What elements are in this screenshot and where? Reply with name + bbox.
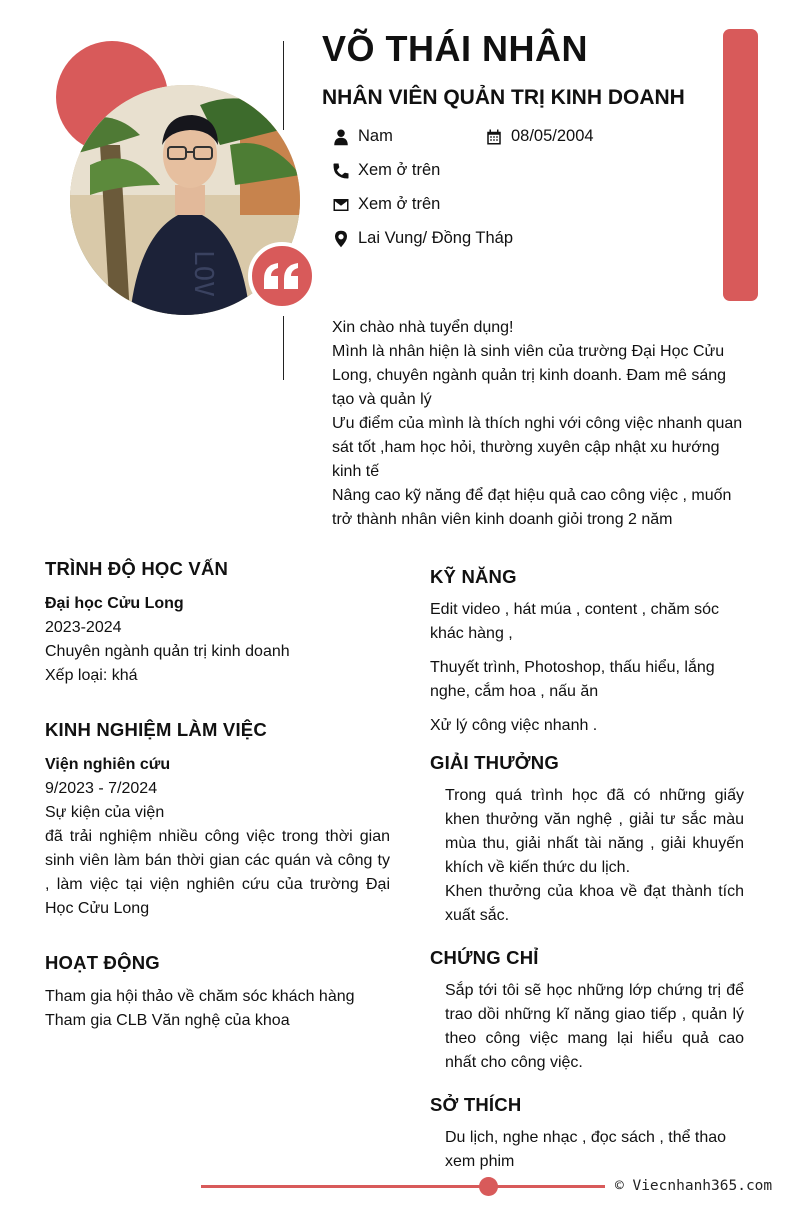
divider-line-bottom bbox=[283, 316, 284, 380]
hobbies-heading: SỞ THÍCH bbox=[430, 1094, 522, 1115]
education-school: Đại học Cửu Long bbox=[45, 595, 184, 612]
address-info bbox=[332, 229, 513, 248]
phone-icon bbox=[332, 162, 350, 180]
gender-value: Nam bbox=[358, 127, 393, 145]
quote-icon bbox=[262, 261, 302, 291]
footer-copyright: © Viecnhanh365.com bbox=[615, 1178, 773, 1194]
candidate-name: VÕ THÁI NHÂN bbox=[322, 28, 588, 69]
envelope-icon bbox=[332, 196, 350, 214]
education-grade: Xếp loại: khá bbox=[45, 667, 138, 684]
activities-heading: HOẠT ĐỘNG bbox=[45, 952, 160, 973]
experience-section bbox=[45, 719, 390, 921]
email-info bbox=[332, 195, 440, 214]
skills-heading: KỸ NĂNG bbox=[430, 566, 517, 587]
gender-info bbox=[332, 127, 393, 146]
skills-section bbox=[430, 566, 744, 738]
phone-info bbox=[332, 161, 440, 180]
skill-item: Xử lý công việc nhanh . bbox=[430, 717, 598, 734]
activity-item: Tham gia hội thảo về chăm sóc khách hàng bbox=[45, 988, 355, 1005]
summary-block bbox=[332, 316, 752, 532]
experience-period: 9/2023 - 7/2024 bbox=[45, 780, 158, 797]
experience-org: Viện nghiên cứu bbox=[45, 756, 171, 773]
skill-item: Thuyết trình, Photoshop, thấu hiểu, lắng nghe, cắm hoa , nấu ăn bbox=[430, 659, 715, 700]
activities-section bbox=[45, 952, 390, 1033]
summary-line: Xin chào nhà tuyển dụng! bbox=[332, 319, 514, 336]
footer-line bbox=[201, 1185, 605, 1188]
dob-info bbox=[485, 127, 594, 146]
certificates-heading: CHỨNG CHỈ bbox=[430, 947, 539, 968]
quote-badge bbox=[248, 242, 316, 310]
hobbies-text: Du lịch, nghe nhạc , đọc sách , thể thao xem phim bbox=[445, 1129, 727, 1170]
calendar-icon bbox=[485, 128, 503, 146]
accent-bar bbox=[723, 29, 758, 301]
education-section bbox=[45, 558, 390, 688]
shirt-text: LOV bbox=[188, 250, 218, 297]
certificates-text: Sắp tới tôi sẽ học những lớp chứng trị để trao dồi những kĩ năng giao tiếp , quản lý theo công việc mang lại hiểu quả cao nhất cho công việc. bbox=[445, 982, 744, 1071]
address-value: Lai Vung/ Đồng Tháp bbox=[358, 229, 514, 247]
award-item: Khen thưởng của khoa về đạt thành tích xuất sắc. bbox=[445, 883, 744, 924]
awards-section bbox=[430, 752, 744, 928]
education-period: 2023-2024 bbox=[45, 619, 122, 636]
experience-heading: KINH NGHIỆM LÀM VIỆC bbox=[45, 719, 267, 740]
experience-role: Sự kiện của viện bbox=[45, 804, 165, 821]
award-item: Trong quá trình học đã có những giấy khen thưởng văn nghệ , giải tư sắc màu mùa thu, giải nhất tài năng , giải khuyến khích về kiến thức du lịch. bbox=[445, 787, 744, 876]
hobbies-section bbox=[430, 1094, 744, 1174]
summary-line: Mình là nhân hiện là sinh viên của trường Đại Học Cửu Long, chuyên ngành quản trị kinh doanh. Đam mê sáng tạo và quản lý bbox=[332, 343, 727, 408]
summary-line: Nâng cao kỹ năng để đạt hiệu quả cao công việc , muốn trở thành nhân viên kinh doanh giỏi trong 2 năm bbox=[332, 487, 732, 528]
skill-item: Edit video , hát múa , content , chăm sóc khác hàng , bbox=[430, 601, 720, 642]
footer-dot bbox=[479, 1177, 498, 1196]
job-title: NHÂN VIÊN QUẢN TRỊ KINH DOANH bbox=[322, 86, 685, 109]
experience-description: đã trải nghiệm nhiều công việc trong thời gian sinh viên làm bán thời gian các quán và công ty , làm việc tại viện nghiên cứu của trường Đại Học Cửu Long bbox=[45, 828, 390, 917]
education-major: Chuyên ngành quản trị kinh doanh bbox=[45, 643, 290, 660]
email-value: Xem ở trên bbox=[358, 195, 441, 213]
person-icon bbox=[332, 128, 350, 146]
activity-item: Tham gia CLB Văn nghệ của khoa bbox=[45, 1012, 290, 1029]
education-heading: TRÌNH ĐỘ HỌC VẤN bbox=[45, 558, 229, 579]
divider-line-top bbox=[283, 41, 284, 130]
dob-value: 08/05/2004 bbox=[511, 127, 594, 145]
awards-heading: GIẢI THƯỞNG bbox=[430, 752, 559, 773]
certificates-section bbox=[430, 947, 744, 1075]
phone-value: Xem ở trên bbox=[358, 161, 441, 179]
summary-line: Ưu điểm của mình là thích nghi với công việc nhanh quan sát tốt ,ham học hỏi, thường xuyên cập nhật xu hướng kinh tế bbox=[332, 415, 743, 480]
location-pin-icon bbox=[332, 230, 350, 248]
